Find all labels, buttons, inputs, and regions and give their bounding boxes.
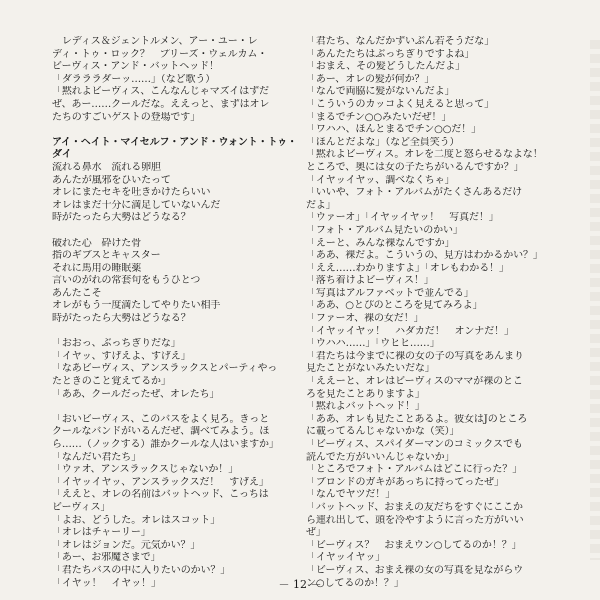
- text-line: 「あー、オレの髪が何か？」: [306, 73, 435, 85]
- paragraph-gap: [52, 124, 314, 137]
- text-line: 「ああ、オレも見たことあるよ。彼女はJのところ: [306, 413, 528, 425]
- text-line: 「イヤッイヤッ！ ハダカだ！ オンナだ！」: [306, 325, 514, 337]
- text-line: 「オレはジョンだ。元気かい？」: [52, 539, 201, 551]
- text-line: オレはまだ十分に満足していないんだ: [52, 199, 221, 211]
- text-line: 「ダラララダーッ……」（など歌う）: [52, 73, 216, 85]
- text-line: 「イヤッイヤッ、アンスラックスだ！ すげえ」: [52, 476, 269, 488]
- text-line: 「フォト・アルバム見たいのかい」: [306, 224, 463, 236]
- text-line: に載ってるんじゃないかな（笑）」: [306, 426, 460, 438]
- text-line: 「ああ、クールだったぜ、オレたち」: [52, 388, 220, 400]
- text-line: 時がたったら大勢はどうなる？: [52, 313, 191, 325]
- text-line: だよ」: [306, 199, 336, 211]
- text-line: 「イヤッ、すげえよ、すげえ」: [52, 350, 191, 362]
- text-line: オレにまたセキを吐きかけたらいい: [52, 187, 211, 199]
- text-line: 指のギブスとキャスター: [52, 250, 161, 262]
- text-line: 見たことがないみたいだな」: [306, 363, 435, 375]
- text-line: 「君たちは今までに裸の女の子の写真をあんまり: [306, 350, 524, 362]
- text-line: 「いいや、フォト・アルバムがたくさんあるだけ: [306, 187, 522, 199]
- text-line: 「オレはチャーリー」: [52, 527, 151, 539]
- text-line: 「ウァーオ」「イヤッイヤッ！ 写真だ！」: [306, 212, 499, 224]
- text-line: それに馬用の睡眠薬: [52, 262, 142, 274]
- text-line: 破れた心 砕けた骨: [52, 237, 142, 249]
- text-line: 「ビーヴィス、おまえ裸の女の写真を見ながらウ: [306, 564, 524, 576]
- text-line: 「ほんとだよな」（など全員笑う）: [306, 136, 460, 148]
- text-line: 「ええと、オレの名前はバットヘッド、こっちは: [52, 489, 269, 501]
- text-line: 「よお、どうした。オレはスコット」: [52, 514, 221, 526]
- song-title-line: ダイ: [52, 149, 72, 161]
- text-line: ディ・トゥ・ロック？ プリーズ・ウェルカム・: [52, 48, 268, 60]
- facing-page-bleed: [590, 40, 600, 560]
- paragraph-gap: [52, 401, 314, 414]
- text-line: 「ところでフォト・アルバムはどこに行った？」: [306, 464, 523, 476]
- text-line: 「君たち、なんだかずいぶん若そうだな」: [306, 36, 495, 47]
- text-line: 「写真はアルファベットで並んでる」: [306, 287, 474, 299]
- text-line: ら連れ出して、頭を冷やすように言った方がいい: [306, 514, 524, 526]
- paragraph-gap: [52, 225, 314, 238]
- text-line: 「ワハハ、ほんとまるでチン○○だ！」: [306, 124, 482, 136]
- text-line: 「こういうのカッコよく見えると思って」: [306, 98, 494, 110]
- text-line: 「ビーヴィス、スパイダーマンのコミックスでも: [306, 439, 523, 450]
- text-line: 読んでた方がいいんじゃないか」: [306, 451, 455, 463]
- text-line: 「まるでチン○○みたいだぜ！」: [306, 111, 452, 123]
- text-line: 「黙れよビーヴィス、こんなんじゃマズイはずだ: [52, 86, 269, 98]
- text-line: 「おまえ、その髪どうしたんだよ」: [306, 61, 465, 73]
- text-line: 「イヤッイヤッ、調べなくちゃ」: [306, 174, 455, 186]
- left-text-column: [52, 36, 314, 590]
- text-line: 「イヤッイヤッ」: [306, 552, 386, 564]
- text-line: 「ああ、裸だよ。こういうの、見方はわかるかい？」: [306, 250, 543, 262]
- text-line: ン○してるのか！？」: [306, 577, 404, 589]
- text-line: 「ファーオ、裸の女だ！」: [306, 313, 424, 325]
- text-line: たときのこと覚えてるか」: [52, 376, 171, 388]
- text-line: 「ウァオ、アンスラックスじゃないか！」: [52, 464, 239, 476]
- text-line: レディス＆ジェントルメン、アー・ユー・レ: [52, 36, 258, 47]
- text-line: 「えーと、みんな裸なんですか」: [306, 237, 455, 249]
- text-line: 「おおっ、ぶっちぎりだな」: [52, 338, 181, 350]
- text-line: 「黙れよバットヘッド！」: [306, 401, 425, 413]
- text-line: オレがもう一度満たしてやりたい相手: [52, 300, 221, 312]
- text-line: あんたが風邪をひいたって: [52, 174, 171, 186]
- text-line: 「黙れよビーヴィス。オレを二度と怒らせるなよな！: [306, 149, 543, 161]
- song-title-line: アイ・ヘイト・マイセルフ・アンド・ウォント・トゥ・: [52, 136, 298, 148]
- text-line: 「なんだい君たち」: [52, 451, 142, 463]
- text-line: クールなバンドがいるんだぜ、調べてみよう。ほ: [52, 426, 270, 438]
- text-line: あんたこそ: [52, 287, 102, 299]
- text-line: 「ええ……わかりますよ」「オレもわかる！」: [306, 262, 509, 274]
- text-line: 「なあビーヴィス、アンスラックスとパーティやっ: [52, 363, 278, 375]
- text-line: ところで、奥には女の子たちがいるんですか？」: [306, 161, 524, 173]
- text-line: ビーヴィス」: [52, 501, 111, 513]
- text-line: たちのすごいゲストの登場です」: [52, 111, 201, 123]
- text-line: ろを見たことありますよ」: [306, 388, 425, 400]
- page-number: － 12 －: [278, 578, 322, 591]
- text-line: ぜ」: [306, 527, 326, 539]
- text-line: 「あー、お邪魔さまで」: [52, 552, 161, 564]
- text-line: 時がたったら大勢はどうなる？: [52, 212, 191, 224]
- text-line: 「ブロンドのガキがあっちに持ってったぜ」: [306, 476, 504, 488]
- text-line: 「イヤッ！ イヤッ！」: [52, 577, 161, 589]
- text-line: 「ああ、○とぴのところを見てみろよ」: [306, 300, 483, 312]
- paragraph-gap: [52, 326, 314, 339]
- text-line: ら……（ノックする）誰かクールな人はいますか」: [52, 439, 279, 450]
- text-line: 「ええーと、オレはビーヴィスのママが裸のとこ: [306, 376, 523, 388]
- text-line: 「ビーヴィス？ おまえウン○してるのか！？」: [306, 539, 522, 551]
- text-line: 「落ち着けよビーヴィス！」: [306, 275, 434, 287]
- text-line: 「ウハハ……」「ウヒヒ……」: [306, 338, 440, 350]
- text-line: 流れる鼻水 流れる卵胆: [52, 161, 161, 173]
- text-line: 言いのがれの常套句をもうひとつ: [52, 275, 201, 287]
- text-line: 「なんで両脇に髪がないんだよ」: [306, 86, 455, 98]
- text-line: 「なんでヤツだ！」: [306, 489, 396, 501]
- text-line: 「おいビーヴィス、このバスをよく見ろ。きっと: [52, 413, 270, 425]
- right-text-column: [306, 36, 568, 590]
- text-line: 「バットヘッド、おまえの友だちをすぐにここか: [306, 501, 523, 513]
- text-line: ビーヴィス・アンド・バットヘッド！: [52, 61, 219, 73]
- text-line: 「君たちバスの中に入りたいのかい？」: [52, 564, 231, 576]
- text-line: 「あんたたちはぶっちぎりですよね」: [306, 48, 475, 60]
- text-line: ぜ、あー……クールだな。ええっと、まずはオレ: [52, 98, 270, 110]
